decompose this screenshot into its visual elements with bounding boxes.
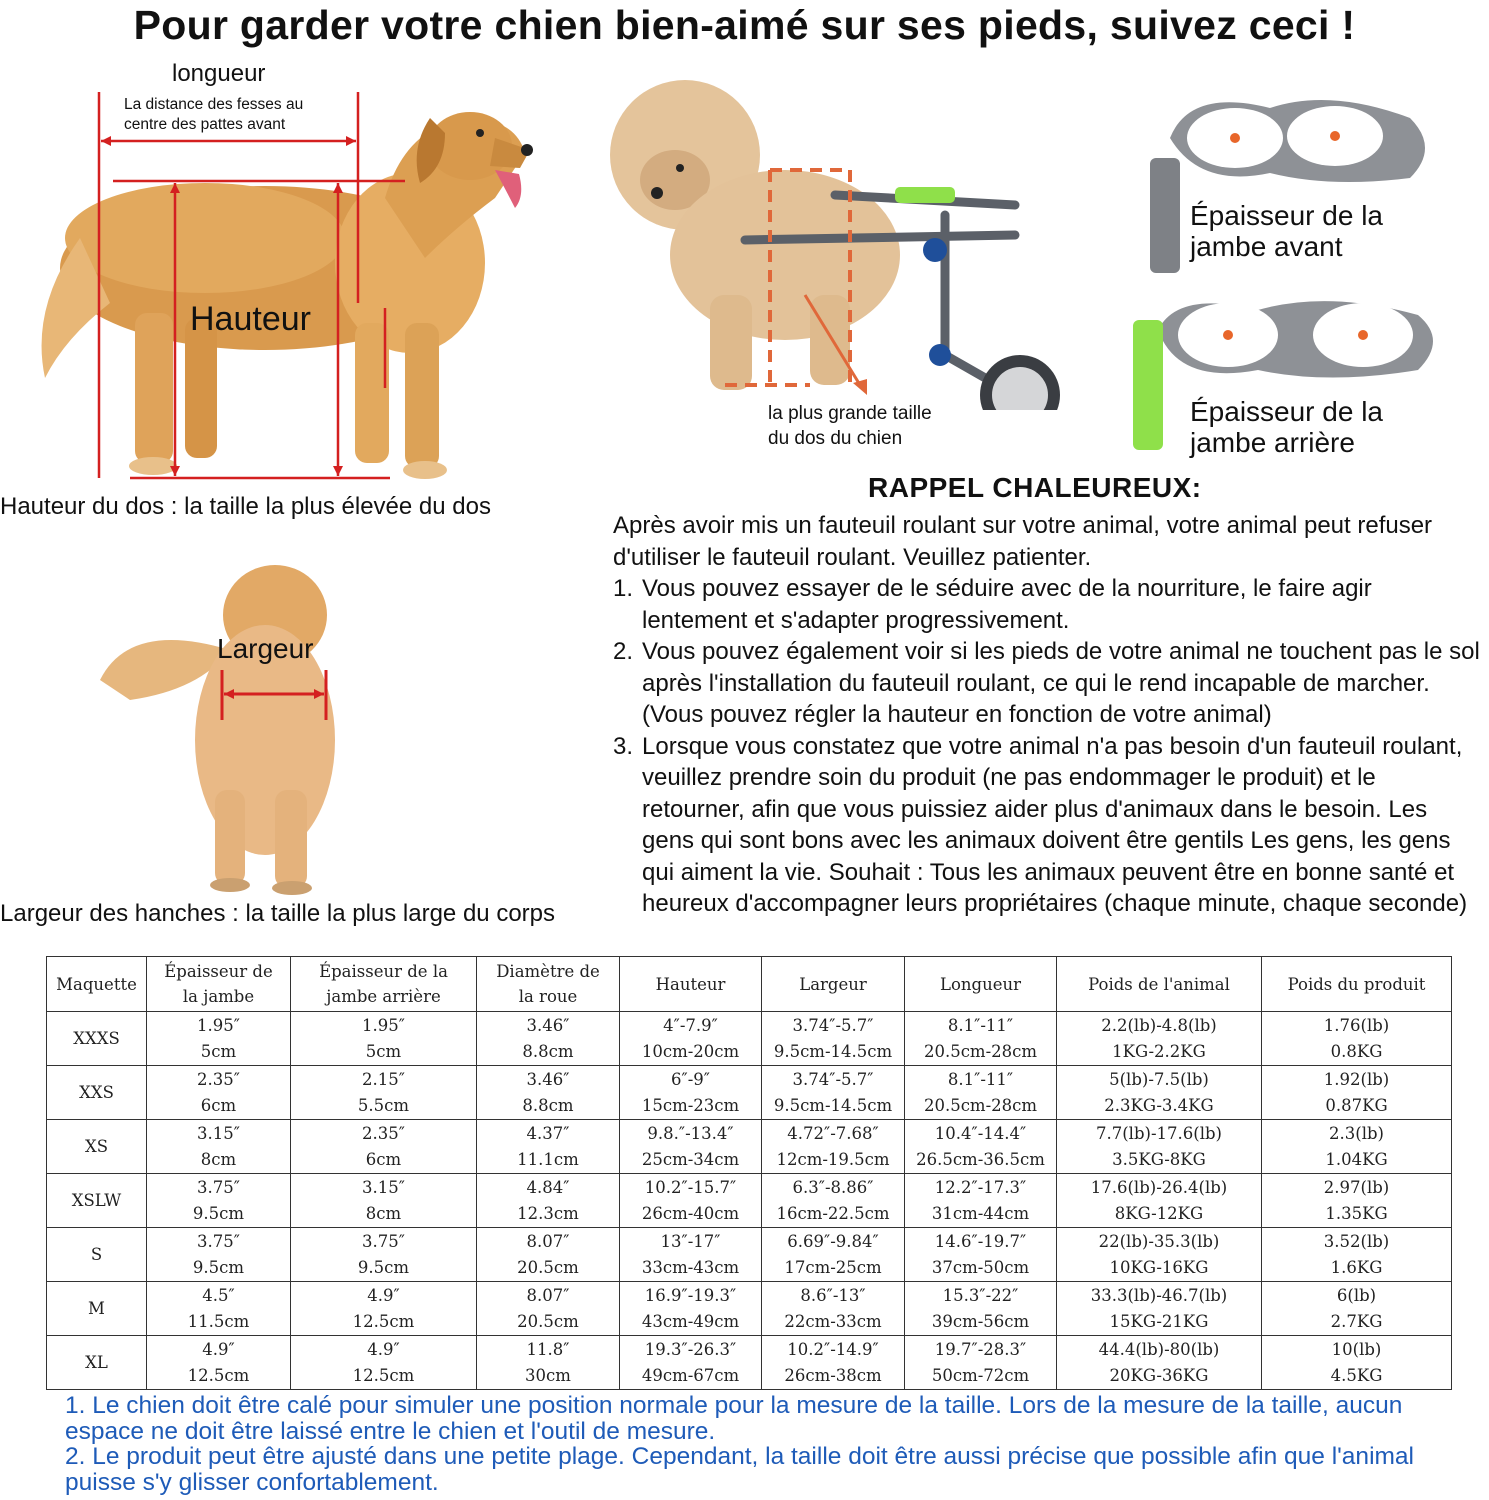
cell-text: 33cm-43cm (641, 1257, 740, 1277)
poodle-wheelchair-image (605, 65, 1075, 410)
arrow-head (333, 183, 343, 193)
cell-text: 43cm-49cm (641, 1311, 740, 1331)
poodle-leg (710, 295, 752, 390)
arrow-head (101, 136, 111, 146)
cell-text: 12.3cm (517, 1203, 579, 1223)
notes (65, 1393, 1475, 1495)
dog-leg-rear-1 (135, 313, 173, 463)
table-header-cell (147, 957, 291, 1012)
table-header-cell (1262, 957, 1452, 1012)
cell-text: 15cm-23cm (641, 1095, 740, 1115)
cell-text: 4.9″ (202, 1339, 235, 1359)
cell-text: 8cm (200, 1149, 237, 1169)
cell-text: 20KG-36KG (1109, 1365, 1209, 1385)
table-header-cell (620, 957, 762, 1012)
table-header-cell (1057, 957, 1262, 1012)
header-text: la roue (518, 987, 578, 1006)
cell-text: 9.5cm-14.5cm (773, 1095, 893, 1115)
cell-text: 26cm-40cm (641, 1203, 740, 1223)
rear-leg-line1: Épaisseur de la (1190, 396, 1384, 427)
header-text: Poids du produit (1287, 974, 1426, 994)
front-strap-band (1150, 158, 1180, 273)
table-cell (905, 1120, 1057, 1174)
dog-leg-front-2 (405, 323, 439, 468)
reminder-title: RAPPEL CHALEUREUX: (868, 472, 1202, 503)
dog-eye (476, 129, 484, 137)
header-text: Poids de l'animal (1088, 974, 1230, 994)
cell-text: 3.74″-5.7″ (792, 1069, 874, 1089)
cell-text: 10.2″-15.7″ (644, 1177, 737, 1197)
reminder-item (613, 573, 1483, 636)
table-header-cell (47, 957, 147, 1012)
table-cell (1057, 1066, 1262, 1120)
cell-text: 6(lb) (1336, 1285, 1377, 1305)
rear-leg-caption (1190, 396, 1383, 458)
longueur-desc-line1: La distance des fesses au (124, 96, 304, 113)
table-cell (1262, 1228, 1452, 1282)
cell-text: 20.5cm-28cm (923, 1095, 1038, 1115)
cell-text: 1.95″ (362, 1015, 405, 1035)
cell-text: 22(lb)-35.3(lb) (1098, 1231, 1220, 1251)
dog-rear-leg (215, 790, 245, 885)
cell-text: 13″-17″ (660, 1231, 721, 1251)
cell-text: 3.74″-5.7″ (792, 1015, 874, 1035)
table-cell (620, 1228, 762, 1282)
table-cell (1057, 1228, 1262, 1282)
cell-text: 11.5cm (187, 1311, 250, 1331)
cell-text: 8.6″-13″ (800, 1285, 866, 1305)
cell-text: 3.46″ (526, 1069, 570, 1089)
table-cell (905, 1066, 1057, 1120)
cell-text: 14.6″-19.7″ (934, 1231, 1027, 1251)
dog-rear-paw (210, 878, 250, 892)
cell-text: 4.37″ (526, 1123, 570, 1143)
table-cell (762, 1336, 905, 1390)
cell-text: 44.4(lb)-80(lb) (1098, 1339, 1220, 1359)
cell-text: 10KG-16KG (1109, 1257, 1209, 1277)
table-cell (1262, 1012, 1452, 1066)
dog-nose (521, 144, 533, 156)
size-name-cell (47, 1120, 147, 1174)
table-header-cell (477, 957, 620, 1012)
cell-text: 0.87KG (1325, 1095, 1388, 1115)
longueur-label: longueur (172, 60, 266, 87)
table-cell (1057, 1282, 1262, 1336)
cell-text: 15KG-21KG (1109, 1311, 1209, 1331)
cell-text: XSLW (71, 1190, 122, 1210)
cell-text: 10(lb) (1331, 1339, 1382, 1359)
table-cell (620, 1174, 762, 1228)
cell-text: 16.9″-19.3″ (644, 1285, 737, 1305)
note-item: 1. Le chien doit être calé pour simuler une position normale pour la mesure de la taille. Lors de la mesure de la taille, aucun espace ne doit être laissé entre le chien et l'outil de mesure. (65, 1392, 1403, 1445)
cell-text: 3.5KG-8KG (1112, 1149, 1206, 1169)
cell-text: 26cm-38cm (784, 1365, 882, 1385)
reminder-item (613, 636, 1483, 731)
table-cell (147, 1120, 291, 1174)
table-cell (477, 1174, 620, 1228)
cell-text: XXXS (73, 1028, 120, 1048)
table-cell (762, 1174, 905, 1228)
rear-leg-marker (1358, 330, 1368, 340)
cell-text: 5(lb)-7.5(lb) (1109, 1069, 1209, 1089)
cell-text: 16cm-22.5cm (776, 1203, 890, 1223)
table-cell (291, 1174, 477, 1228)
cell-text: 11.8″ (526, 1339, 570, 1359)
table-cell (291, 1120, 477, 1174)
largeur-label: Largeur (217, 633, 314, 664)
cell-text: 19.7″-28.3″ (934, 1339, 1027, 1359)
table-cell (291, 1336, 477, 1390)
table-cell (905, 1012, 1057, 1066)
table-cell (477, 1228, 620, 1282)
cell-text: 1KG-2.2KG (1112, 1041, 1206, 1061)
table-cell (477, 1066, 620, 1120)
cell-text: 2.3(lb) (1329, 1123, 1384, 1143)
cell-text: 33.3(lb)-46.7(lb) (1090, 1285, 1228, 1305)
cell-text: 3.75″ (197, 1177, 240, 1197)
header-text: Largeur (799, 974, 867, 994)
golden-dog-side-image (25, 88, 565, 488)
arrow-head (346, 136, 356, 146)
cell-text: 6.69″-9.84″ (787, 1231, 879, 1251)
table-cell (620, 1336, 762, 1390)
cell-text: 8.8cm (522, 1095, 574, 1115)
size-table (46, 956, 1452, 1390)
dog-paw (403, 461, 447, 479)
dog-leg-rear-2 (185, 318, 217, 458)
cell-text: 9.8.″-13.4″ (647, 1123, 734, 1143)
cell-text: 2.35″ (362, 1123, 405, 1143)
table-cell (147, 1336, 291, 1390)
front-leg-caption (1190, 200, 1383, 262)
table-cell (1262, 1174, 1452, 1228)
table-cell (291, 1228, 477, 1282)
table-cell (291, 1066, 477, 1120)
table-cell (620, 1120, 762, 1174)
reminder-item-number: 3. (613, 732, 634, 760)
cell-text: 4.84″ (526, 1177, 570, 1197)
header-text: Hauteur (655, 974, 726, 994)
cell-text: M (88, 1298, 105, 1318)
cell-text: 4.72″-7.68″ (787, 1123, 879, 1143)
reminder-item (613, 731, 1483, 920)
front-leg-marker (1230, 133, 1240, 143)
size-name-cell (47, 1174, 147, 1228)
table-cell (905, 1174, 1057, 1228)
front-leg-line2: jambe avant (1190, 231, 1343, 262)
table-cell (291, 1012, 477, 1066)
cell-text: XL (85, 1352, 108, 1372)
cell-text: 37cm-50cm (931, 1257, 1030, 1277)
cell-text: 39cm-56cm (931, 1311, 1030, 1331)
cell-text: 9.5cm-14.5cm (773, 1041, 893, 1061)
cell-text: 25cm-34cm (641, 1149, 740, 1169)
cell-text: 17cm-25cm (784, 1257, 882, 1277)
table-row (47, 1174, 1452, 1228)
size-name-cell (47, 1336, 147, 1390)
cell-text: 8.1″-11″ (947, 1015, 1014, 1035)
table-cell (1262, 1336, 1452, 1390)
cell-text: 2.2(lb)-4.8(lb) (1101, 1015, 1217, 1035)
cell-text: 2.97(lb) (1323, 1177, 1390, 1197)
size-name-cell (47, 1012, 147, 1066)
table-cell (1262, 1120, 1452, 1174)
cell-text: 8.07″ (526, 1285, 570, 1305)
wheelchair-knob (929, 344, 951, 366)
table-cell (1057, 1012, 1262, 1066)
back-size-line1: la plus grande taille (768, 403, 932, 424)
header-text: jambe arrière (326, 987, 441, 1006)
largeur-caption: Largeur des hanches : la taille la plus large du corps (0, 900, 555, 927)
table-body (47, 1012, 1452, 1390)
back-size-caption (768, 401, 932, 451)
cell-text: 20.5cm (517, 1311, 579, 1331)
cell-text: 6cm (365, 1149, 402, 1169)
table-cell (147, 1282, 291, 1336)
reminder-item-text: Vous pouvez également voir si les pieds de votre animal ne touchent pas le sol après l'installation du fauteuil roulant, ce qui le rend incapable de marcher. (Vous pouvez régler la hauteur en fonction de votre animal) (642, 638, 1480, 728)
poodle-leg (810, 295, 850, 385)
rear-leg-line2: jambe arrière (1190, 427, 1355, 458)
cell-text: 12.5cm (352, 1365, 415, 1385)
table-cell (1262, 1282, 1452, 1336)
hauteur-label: Hauteur (190, 300, 311, 338)
cell-text: 4″-7.9″ (663, 1015, 718, 1035)
cell-text: 12.5cm (187, 1365, 250, 1385)
cell-text: 9.5cm (357, 1257, 410, 1277)
table-row (47, 1012, 1452, 1066)
dog-paw (129, 457, 177, 475)
table-cell (147, 1012, 291, 1066)
cell-text: 22cm-33cm (784, 1311, 882, 1331)
cell-text: 3.46″ (526, 1015, 570, 1035)
cell-text: 6″-9″ (671, 1069, 710, 1089)
cell-text: 8.07″ (526, 1231, 570, 1251)
frame-bar (745, 235, 1015, 240)
cell-text: 3.75″ (362, 1231, 405, 1251)
table-cell (477, 1336, 620, 1390)
table-cell (905, 1228, 1057, 1282)
reminder-item-text: Lorsque vous constatez que votre animal n'a pas besoin d'un fauteuil roulant, veuillez prendre soin du produit (ne pas endommager le produit) et le retourner, afin que vous puissiez aider plus d'animaux dans le besoin. Les gens qui sont bons avec les animaux doivent être gentils Les gens, les gens qui aiment la vie. Souhait : Tous les animaux peuvent être en bonne santé et heureux d'accompagner leurs propriétaires (chaque minute, chaque seconde) (642, 732, 1468, 917)
table-row (47, 1336, 1452, 1390)
cell-text: 5cm (200, 1041, 237, 1061)
header-text: Maquette (56, 974, 137, 994)
cell-text: 4.5″ (202, 1285, 235, 1305)
cell-text: 26.5cm-36.5cm (916, 1149, 1045, 1169)
cell-text: 20.5cm-28cm (923, 1041, 1038, 1061)
cell-text: 10.4″-14.4″ (934, 1123, 1027, 1143)
table-cell (147, 1066, 291, 1120)
cell-text: 12.5cm (352, 1311, 415, 1331)
cell-text: XXS (79, 1082, 114, 1102)
poodle-nose (651, 187, 663, 199)
golden-dog-rear-image (90, 560, 390, 895)
cell-text: 50cm-72cm (931, 1365, 1030, 1385)
cell-text: 15.3″-22″ (942, 1285, 1019, 1305)
cell-text: 9.5cm (192, 1257, 245, 1277)
poodle-eye (676, 164, 684, 172)
table-cell (762, 1012, 905, 1066)
wheelchair-knob (923, 238, 947, 262)
cell-text: 4.9″ (367, 1339, 400, 1359)
table-cell (1057, 1174, 1262, 1228)
size-name-cell (47, 1282, 147, 1336)
cell-text: 1.95″ (197, 1015, 240, 1035)
reminder-item-number: 2. (613, 638, 634, 665)
table-cell (477, 1282, 620, 1336)
table-row (47, 1228, 1452, 1282)
cell-text: 8KG-12KG (1114, 1203, 1204, 1223)
rear-leg-marker (1223, 330, 1233, 340)
size-name-cell (47, 1228, 147, 1282)
cell-text: 49cm-67cm (641, 1365, 740, 1385)
page-title: Pour garder votre chien bien-aimé sur ses pieds, suivez ceci ! (133, 2, 1356, 48)
table-cell (905, 1336, 1057, 1390)
table-cell (762, 1120, 905, 1174)
cell-text: 1.6KG (1330, 1257, 1383, 1277)
header-text: Longueur (940, 974, 1021, 994)
front-leg-marker (1330, 131, 1340, 141)
cell-text: 4.5KG (1330, 1365, 1383, 1385)
cell-text: 8.1″-11″ (947, 1069, 1014, 1089)
cell-text: 8.8cm (522, 1041, 574, 1061)
table-row (47, 1066, 1452, 1120)
header-text: Diamètre de (496, 962, 600, 981)
table-cell (147, 1174, 291, 1228)
table-cell (762, 1228, 905, 1282)
cell-text: 7.7(lb)-17.6(lb) (1096, 1123, 1222, 1143)
cell-text: 12cm-19.5cm (776, 1149, 890, 1169)
dog-rear-leg (275, 790, 307, 888)
dog-rear-paw (272, 881, 312, 895)
table-cell (147, 1228, 291, 1282)
table-cell (620, 1012, 762, 1066)
table-cell (905, 1282, 1057, 1336)
cell-text: 3.15″ (197, 1123, 240, 1143)
cell-text: 4.9″ (367, 1285, 400, 1305)
cell-text: 1.92(lb) (1323, 1069, 1390, 1089)
cell-text: 5.5cm (357, 1095, 410, 1115)
front-leg-line1: Épaisseur de la (1190, 200, 1384, 231)
cell-text: 30cm (525, 1365, 571, 1385)
cell-text: 10cm-20cm (641, 1041, 740, 1061)
table-cell (477, 1012, 620, 1066)
cell-text: 20.5cm (517, 1257, 579, 1277)
rear-strap-band (1133, 320, 1163, 450)
table-cell (620, 1282, 762, 1336)
cell-text: 11.1cm (517, 1149, 579, 1169)
table-header-cell (905, 957, 1057, 1012)
cell-text: 1.76(lb) (1323, 1015, 1390, 1035)
table-header-cell (762, 957, 905, 1012)
cell-text: 2.3KG-3.4KG (1104, 1095, 1214, 1115)
size-name-cell (47, 1066, 147, 1120)
cell-text: 3.52(lb) (1323, 1231, 1390, 1251)
hauteur-caption: Hauteur du dos : la taille la plus élevée du dos (0, 493, 491, 520)
cell-text: 6.3″-8.86″ (792, 1177, 874, 1197)
cell-text: 1.04KG (1325, 1149, 1388, 1169)
cell-text: 0.8KG (1330, 1041, 1383, 1061)
cell-text: 2.15″ (362, 1069, 405, 1089)
cell-text: 1.35KG (1325, 1203, 1388, 1223)
table-header-row (47, 957, 1452, 1012)
cell-text: 9.5cm (192, 1203, 245, 1223)
cell-text: 17.6(lb)-26.4(lb) (1090, 1177, 1228, 1197)
table-cell (1057, 1336, 1262, 1390)
table-cell (762, 1282, 905, 1336)
cell-text: 10.2″-14.9″ (787, 1339, 879, 1359)
table-cell (762, 1066, 905, 1120)
cell-text: 5cm (365, 1041, 402, 1061)
table-cell (1057, 1120, 1262, 1174)
arrow-head (853, 379, 867, 395)
back-size-line2: du dos du chien (768, 428, 903, 449)
wheelchair-strap (895, 187, 955, 203)
table-row (47, 1282, 1452, 1336)
dog-back-highlight (65, 183, 345, 293)
cell-text: 2.35″ (197, 1069, 240, 1089)
table-cell (620, 1066, 762, 1120)
cell-text: S (90, 1244, 103, 1264)
table-row (47, 1120, 1452, 1174)
cell-text: 2.7KG (1330, 1311, 1383, 1331)
reminder-list (613, 573, 1483, 920)
cell-text: XS (84, 1136, 109, 1156)
note-item: 2. Le produit peut être ajusté dans une petite plage. Cependant, la taille doit être aussi précise que possible afin que l'animal puisse s'y glisser confortablement. (65, 1443, 1414, 1496)
cell-text: 3.75″ (197, 1231, 240, 1251)
header-text: la jambe (182, 987, 255, 1006)
table-cell (1262, 1066, 1452, 1120)
cell-text: 31cm-44cm (931, 1203, 1030, 1223)
cell-text: 3.15″ (362, 1177, 405, 1197)
table-header-cell (291, 957, 477, 1012)
reminder-intro: Après avoir mis un fauteuil roulant sur votre animal, votre animal peut refuser d'utiliser le fauteuil roulant. Veuillez patienter. (613, 512, 1433, 571)
header-text: Épaisseur de (164, 962, 273, 981)
reminder-item-number: 1. (613, 575, 634, 602)
cell-text: 12.2″-17.3″ (934, 1177, 1027, 1197)
header-text: Épaisseur de la (319, 962, 448, 981)
cell-text: 6cm (200, 1095, 237, 1115)
table-cell (291, 1282, 477, 1336)
arrow-head (333, 466, 343, 476)
cell-text: 8cm (365, 1203, 402, 1223)
cell-text: 19.3″-26.3″ (644, 1339, 737, 1359)
reminder-item-text: Vous pouvez essayer de le séduire avec de la nourriture, le faire agir lentement et s'adapter progressivement. (642, 575, 1372, 634)
table-cell (477, 1120, 620, 1174)
longueur-desc-line2: centre des pattes avant (124, 116, 286, 133)
